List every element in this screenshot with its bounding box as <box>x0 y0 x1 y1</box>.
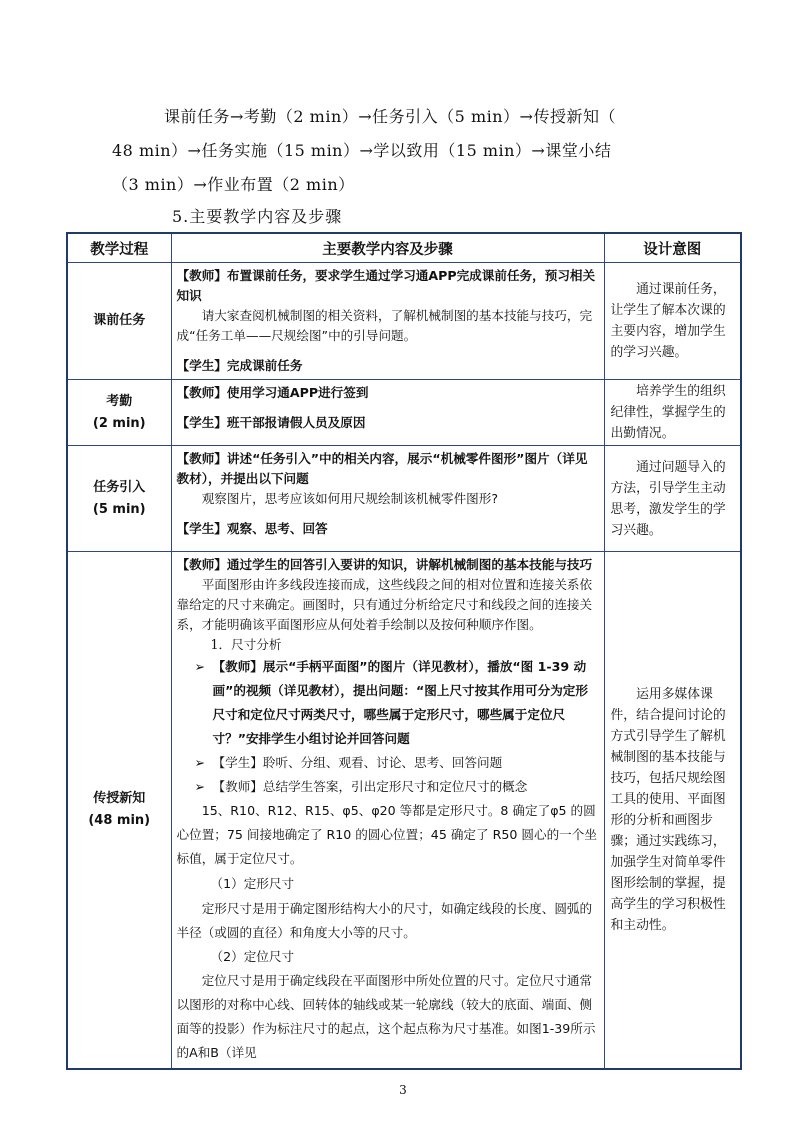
flow-line-1: 课前任务→考勤（2 min）→任务引入（5 min）→传授新知（ <box>164 107 616 126</box>
page-content <box>66 100 740 1098</box>
teacher-line: 【教师】布置课前任务，要求学生通过学习通APP完成课前任务，预习相关知识 <box>176 268 596 303</box>
header-process: 教学过程 <box>67 233 171 263</box>
student-line: 【学生】观察、思考、回答 <box>176 521 328 536</box>
sub-heading: （2）定位尺寸 <box>210 949 295 964</box>
section-title: 5.主要教学内容及步骤 <box>172 207 343 226</box>
stage-name: 传授新知 <box>93 791 146 806</box>
stage-name: 考勤 <box>106 393 133 409</box>
stage-cell <box>67 446 171 552</box>
teaching-steps-table <box>66 232 742 1070</box>
student-line: 【学生】班干部报请假人员及原因 <box>176 415 366 430</box>
stage-time: (5 min) <box>92 501 146 517</box>
content-text: 平面图形由许多线段连接而成，这些线段之间的相对位置和连接关系依靠给定的尺寸来确定。画图时，只有通过分析给定尺寸和线段之间的连接关系，才能明确该平面图形应从何处着手绘制以及按何种顺序作图。 <box>176 577 593 632</box>
table-row <box>67 263 741 380</box>
page-number: 3 <box>399 1083 407 1097</box>
numbered-heading: 1．尺寸分析 <box>210 637 282 652</box>
arrow-bullet-icon: ➢ <box>194 755 206 770</box>
header-content: 主要教学内容及步骤 <box>171 233 604 263</box>
arrow-bullet-icon: ➢ <box>194 779 206 794</box>
content-text: 请大家查阅机械制图的相关资料，了解机械制图的基本技能与技巧，完成“任务工单——尺规绘图”中的引导问题。 <box>176 308 593 343</box>
sub-heading: （1）定形尺寸 <box>210 876 295 891</box>
teacher-line: 【教师】通过学生的回答引入要讲的知识，讲解机械制图的基本技能与技巧 <box>176 557 593 572</box>
flow-line-2: 48 min）→任务实施（15 min）→学以致用（15 min）→课堂小结 <box>112 141 612 160</box>
intent-cell: 通过问题导入的方法，引导学生主动思考，激发学生的学习兴趣。 <box>604 446 741 552</box>
teacher-line: 【教师】讲述“任务引入”中的相关内容，展示“机械零件图形”图片（详见教材），并提出以下问题 <box>176 451 588 486</box>
table-header-row <box>67 233 741 263</box>
content-cell <box>171 446 604 552</box>
student-line: 【学生】完成课前任务 <box>176 358 303 373</box>
stage-cell <box>67 552 171 1070</box>
flow-line-3: （3 min）→作业布置（2 min） <box>112 175 355 194</box>
stage-name: 课前任务 <box>93 313 146 328</box>
intent-cell: 通过课前任务，让学生了解本次课的主要内容，增加学生的学习兴趣。 <box>604 263 741 380</box>
header-intent: 设计意图 <box>604 233 741 263</box>
table-row <box>67 380 741 446</box>
bullet-text: 【教师】总结学生答案，引出定形尺寸和定位尺寸的概念 <box>212 779 528 794</box>
bullet-item <box>177 655 600 751</box>
intent-cell: 运用多媒体课件，结合提问讨论的方式引导学生了解机械制图的基本技能与技巧，包括尺规绘图工具的使用、平面图形的分析和画图步骤；通过实践练习，加强学生对简单零件图形绘制的掌握，提高学生的学习积极性和主动性。 <box>604 552 741 1070</box>
content-cell <box>171 552 604 1070</box>
content-text: 定位尺寸是用于确定线段在平面图形中所处位置的尺寸。定位尺寸通常以图形的对称中心线、回转体的轴线或某一轮廓线（较大的底面、端面、侧面等的投影）作为标注尺寸的起点，这个起点称为尺寸基准。如图1-39所示的A和B（详见 <box>176 973 596 1060</box>
arrow-bullet-icon: ➢ <box>194 659 206 674</box>
bullet-text: 【教师】展示“手柄平面图”的图片（详见教材），播放“图 1-39 动画”的视频（详见教材），提出问题：“图上尺寸按其作用可分为定形尺寸和定位尺寸两类尺寸，哪些属于定形尺寸，哪些属于定位尺寸？”安排学生小组讨论并回答问题 <box>212 659 588 746</box>
content-text: 观察图片，思考应该如何用尺规绘制该机械零件图形? <box>201 491 499 506</box>
table-row <box>67 552 741 1070</box>
intent-cell: 培养学生的组织纪律性，掌握学生的出勤情况。 <box>604 380 741 446</box>
bullet-text: 【学生】聆听、分组、观看、讨论、思考、回答问题 <box>212 755 503 770</box>
stage-time: (48 min) <box>88 813 151 828</box>
content-text: 15、R10、R12、R15、φ5、φ20 等都是定形尺寸。8 确定了φ5 的圆心位置；75 间接地确定了 R10 的圆心位置；45 确定了 R50 圆心的一个坐标值，属于定位尺寸。 <box>176 803 597 866</box>
table-row <box>67 446 741 552</box>
stage-name: 任务引入 <box>93 479 146 495</box>
stage-time: (2 min) <box>92 415 146 431</box>
content-cell <box>171 380 604 446</box>
teacher-line: 【教师】使用学习通APP进行签到 <box>176 385 369 400</box>
lesson-flow <box>112 100 740 202</box>
bullet-item <box>177 775 600 799</box>
content-text: 定形尺寸是用于确定图形结构大小的尺寸，如确定线段的长度、圆弧的半径（或圆的直径）和角度大小等的尺寸。 <box>176 901 593 940</box>
stage-cell <box>67 380 171 446</box>
stage-cell <box>67 263 171 380</box>
content-cell <box>171 263 604 380</box>
bullet-item <box>177 751 600 775</box>
